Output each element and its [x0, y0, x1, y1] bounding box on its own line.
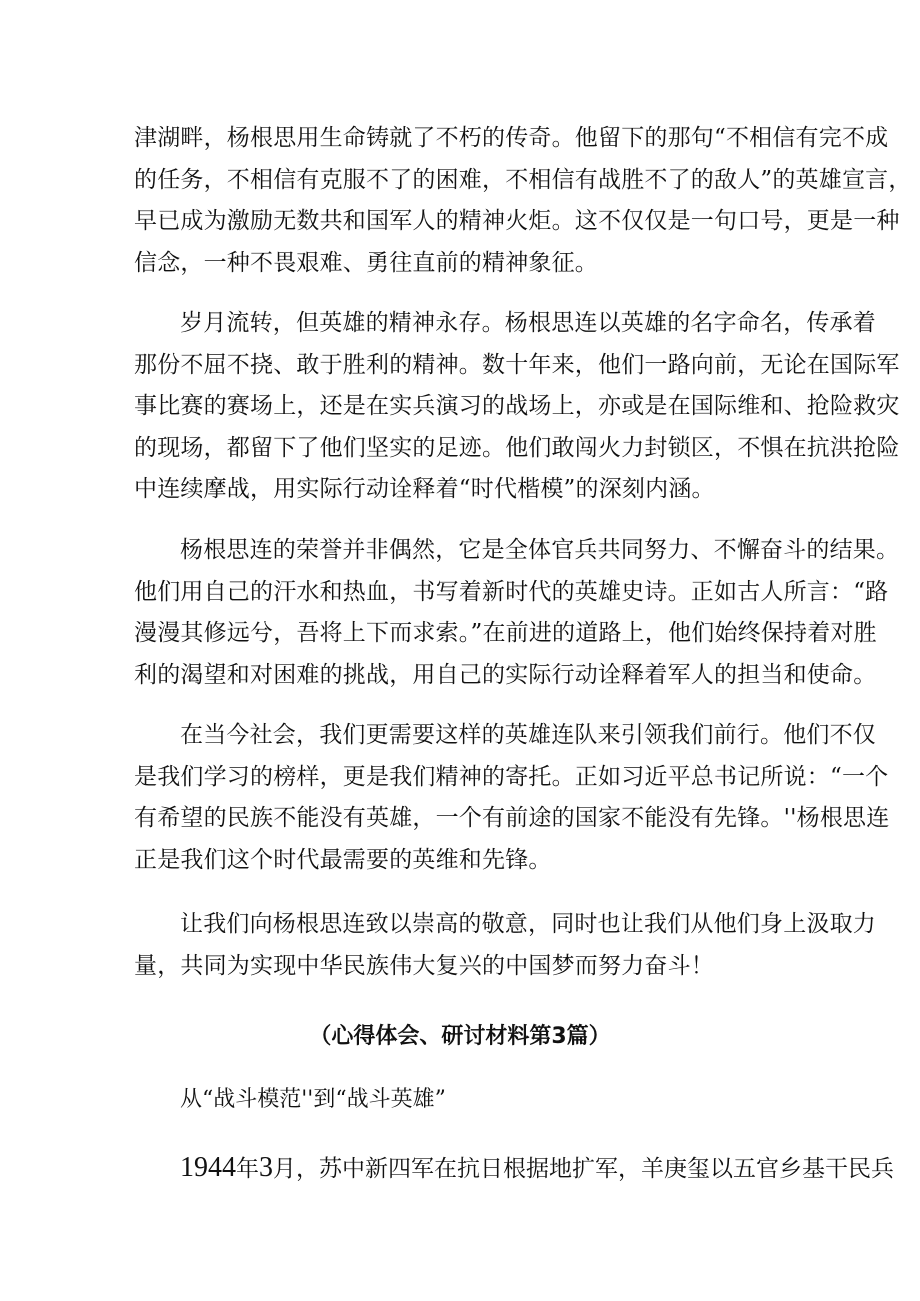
paragraph-line: 岁月流转，但英雄的精神永存。杨根思连以英雄的名字命名，传承着: [180, 310, 876, 336]
paragraph-line: 的现场，都留下了他们坚实的足迹。他们敢闯火力封锁区，不惧在抗洪抢险: [134, 434, 900, 461]
section-heading: （心得体会、研讨材料第3篇）: [309, 1024, 611, 1049]
paragraph-3: [134, 530, 900, 696]
month-number: 3: [259, 1152, 273, 1183]
paragraph-line: 漫漫其修远兮，吾将上下而求索。”在前进的道路上，他们始终保持着对胜: [134, 620, 877, 646]
paragraph-line: 杨根思连的荣誉并非偶然，它是全体官兵共同努力、不懈奋斗的结果。: [180, 537, 900, 563]
paragraph-5: [134, 904, 876, 987]
paragraph-line: 有希望的民族不能没有英雄，一个有前途的国家不能没有先锋。''杨根思连: [134, 805, 890, 831]
year-number: 1944: [180, 1152, 236, 1183]
year-suffix: 年: [236, 1156, 259, 1182]
article-subtitle: 从“战斗模范''到“战斗英雄”: [180, 1087, 446, 1112]
paragraph-line: 在当今社会，我们更需要这样的英雄连队来引领我们前行。他们不仅: [180, 722, 876, 748]
paragraph-line: 津湖畔，杨根思用生命铸就了不朽的传奇。他留下的那句“不相信有完不成: [134, 125, 889, 151]
paragraph-line: 的任务，不相信有克服不了的困难，不相信有战胜不了的敌人”的英雄宣言，: [134, 166, 912, 193]
paragraph-line: 他们用自己的汗水和热血，书写着新时代的英雄史诗。正如古人所言：“路: [134, 578, 889, 605]
paragraph-1: [134, 118, 912, 284]
paragraph-line: 那份不屈不挠、敢于胜利的精神。数十年来，他们一路向前，无论在国际军: [134, 351, 900, 378]
paragraph-text: 月，苏中新四军在抗日根据地扩军，羊庚玺以五官乡基干民兵: [273, 1156, 894, 1182]
paragraph-line: 是我们学习的榜样，更是我们精神的寄托。正如习近平总书记所说：“一个: [134, 763, 889, 790]
paragraph-4: [134, 715, 890, 881]
paragraph-line: 正是我们这个时代最需要的英维和先锋。: [134, 846, 552, 873]
paragraph-line: 利的渴望和对困难的挑战，用自己的实际行动诠释着军人的担当和使命。: [134, 661, 877, 688]
paragraph-line: 中连续摩战，用实际行动诠释着“时代楷模”的深刻内涵。: [134, 476, 715, 502]
paragraph-line: 早已成为激励无数共和国军人的精神火炬。这不仅仅是一句口号，更是一种: [134, 208, 900, 234]
paragraph-line: 事比赛的赛场上，还是在实兵演习的战场上，亦或是在国际维和、抢险救灾: [134, 393, 900, 419]
paragraph-2: [134, 303, 900, 511]
paragraph-line: 信念，一种不畏艰难、勇往直前的精神象征。: [134, 249, 598, 276]
paragraph-line: 量，共同为实现中华民族伟大复兴的中国梦而努力奋斗！: [134, 952, 714, 979]
paragraph-6: [180, 1150, 894, 1187]
paragraph-line: 让我们向杨根思连致以崇高的敬意，同时也让我们从他们身上汲取力: [180, 911, 876, 937]
